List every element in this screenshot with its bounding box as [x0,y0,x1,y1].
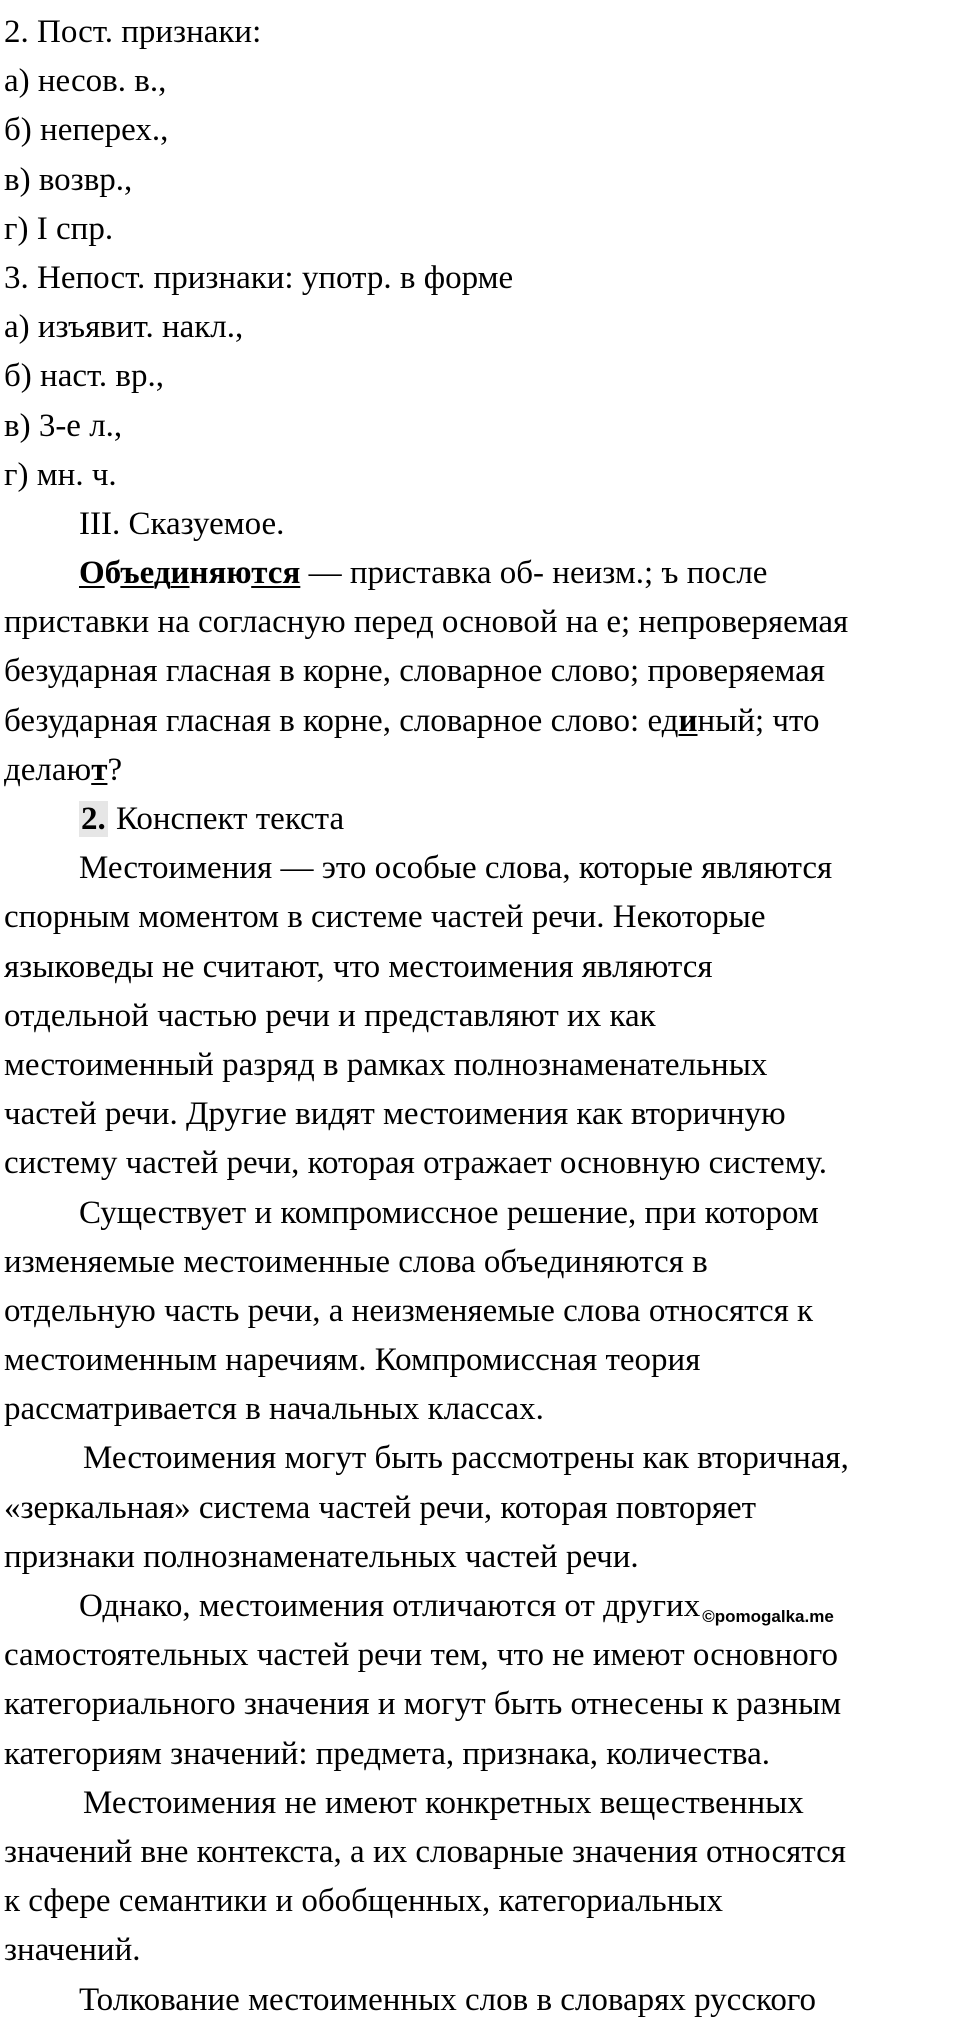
text-fragment: ? [107,751,123,788]
paragraph-line: спорным моментом в системе частей речи. Некоторые [4,899,766,936]
text-line: в) возвр., [4,161,133,198]
text-line: 2. Пост. признаки: [4,14,262,50]
paragraph-line: рассматривается в начальных классах. [4,1391,544,1428]
word-part: д [153,555,171,592]
word-part: няю [189,555,252,592]
paragraph-line: Существует и компромиссное решение, при котором [79,1194,819,1231]
text-line: б) неперех., [4,112,169,149]
paragraph-line: признаки полнознаменательных частей речи. [4,1538,639,1575]
text-fragment: — приставка об- неизм.; ъ после [300,555,768,592]
paragraph-line: местоименный разряд в рамках полнознаменательных [4,1046,768,1083]
text-fragment: делаю [4,751,92,788]
task-heading [4,795,956,844]
paragraph-line: Местоимения — это особые слова, которые являются [79,850,833,887]
paragraph-line: значений. [4,1932,141,1969]
text-line: безударная гласная в корне, словарное слово; проверяемая [4,653,825,690]
word-part: ъе [120,555,154,592]
highlighted-letter: т [91,751,108,788]
section-heading: III. Сказуемое. [79,505,285,542]
text-line [4,697,956,746]
task-title: Конспект текста [107,801,345,837]
paragraph-line: «зеркальная» система частей речи, которая повторяет [4,1489,757,1526]
paragraph-line: категориального значения и могут быть отнесены к разным [4,1686,842,1723]
paragraph-line: значений вне контекста, а их словарные значения относятся [4,1833,846,1870]
paragraph-line: местоименным наречиям. Компромиссная теория [4,1342,701,1379]
text-line: г) мн. ч. [4,456,117,493]
paragraph-line [4,1582,956,1631]
text-fragment: Однако, местоимения отличаются от других [79,1588,701,1624]
paragraph-line: частей речи. Другие видят местоимения как вторичную [4,1096,786,1133]
paragraph-line: Местоимения не имеют конкретных вещественных [83,1784,804,1821]
word-part: и [170,555,190,592]
text-fragment: безударная гласная в корне, словарное слово: ед [4,702,679,739]
paragraph-line: систему частей речи, которая отражает основную систему. [4,1145,828,1182]
paragraph-line: отдельной частью речи и представляют их как [4,997,656,1034]
document-page [4,8,956,2025]
word-part: О [79,555,105,592]
paragraph-line: отдельную часть речи, а неизменяемые слова относятся к [4,1292,814,1329]
paragraph-line: Местоимения могут быть рассмотрены как вторичная, [83,1440,849,1477]
word-part: б [104,555,121,592]
paragraph-line: языковеды не считают, что местоимения являются [4,948,713,985]
word-analysis-line [4,549,956,598]
text-fragment: ный; что [697,702,820,739]
watermark: ©pomogalka.me [702,1607,834,1626]
text-line [4,746,956,795]
text-line: в) 3-е л., [4,407,123,444]
text-line: б) наст. вр., [4,358,165,395]
word-part: тся [251,555,301,592]
paragraph-line: категориям значений: предмета, признака, количества. [4,1735,770,1772]
paragraph-line: к сфере семантики и обобщенных, категориальных [4,1883,724,1920]
paragraph-line: самостоятельных частей речи тем, что не имеют основного [4,1637,838,1674]
text-line: 3. Непост. признаки: употр. в форме [4,259,514,296]
text-line: г) I спр. [4,210,114,247]
paragraph-line: Толкование местоименных слов в словарях русского [79,1981,817,2018]
text-line: приставки на согласную перед основой на е; непроверяемая [4,604,849,641]
text-line: а) несов. в., [4,63,167,100]
highlighted-letter: и [678,702,698,739]
task-number: 2. [81,801,106,837]
paragraph-line: изменяемые местоименные слова объединяются в [4,1243,708,1280]
text-line: а) изъявит. накл., [4,309,244,346]
